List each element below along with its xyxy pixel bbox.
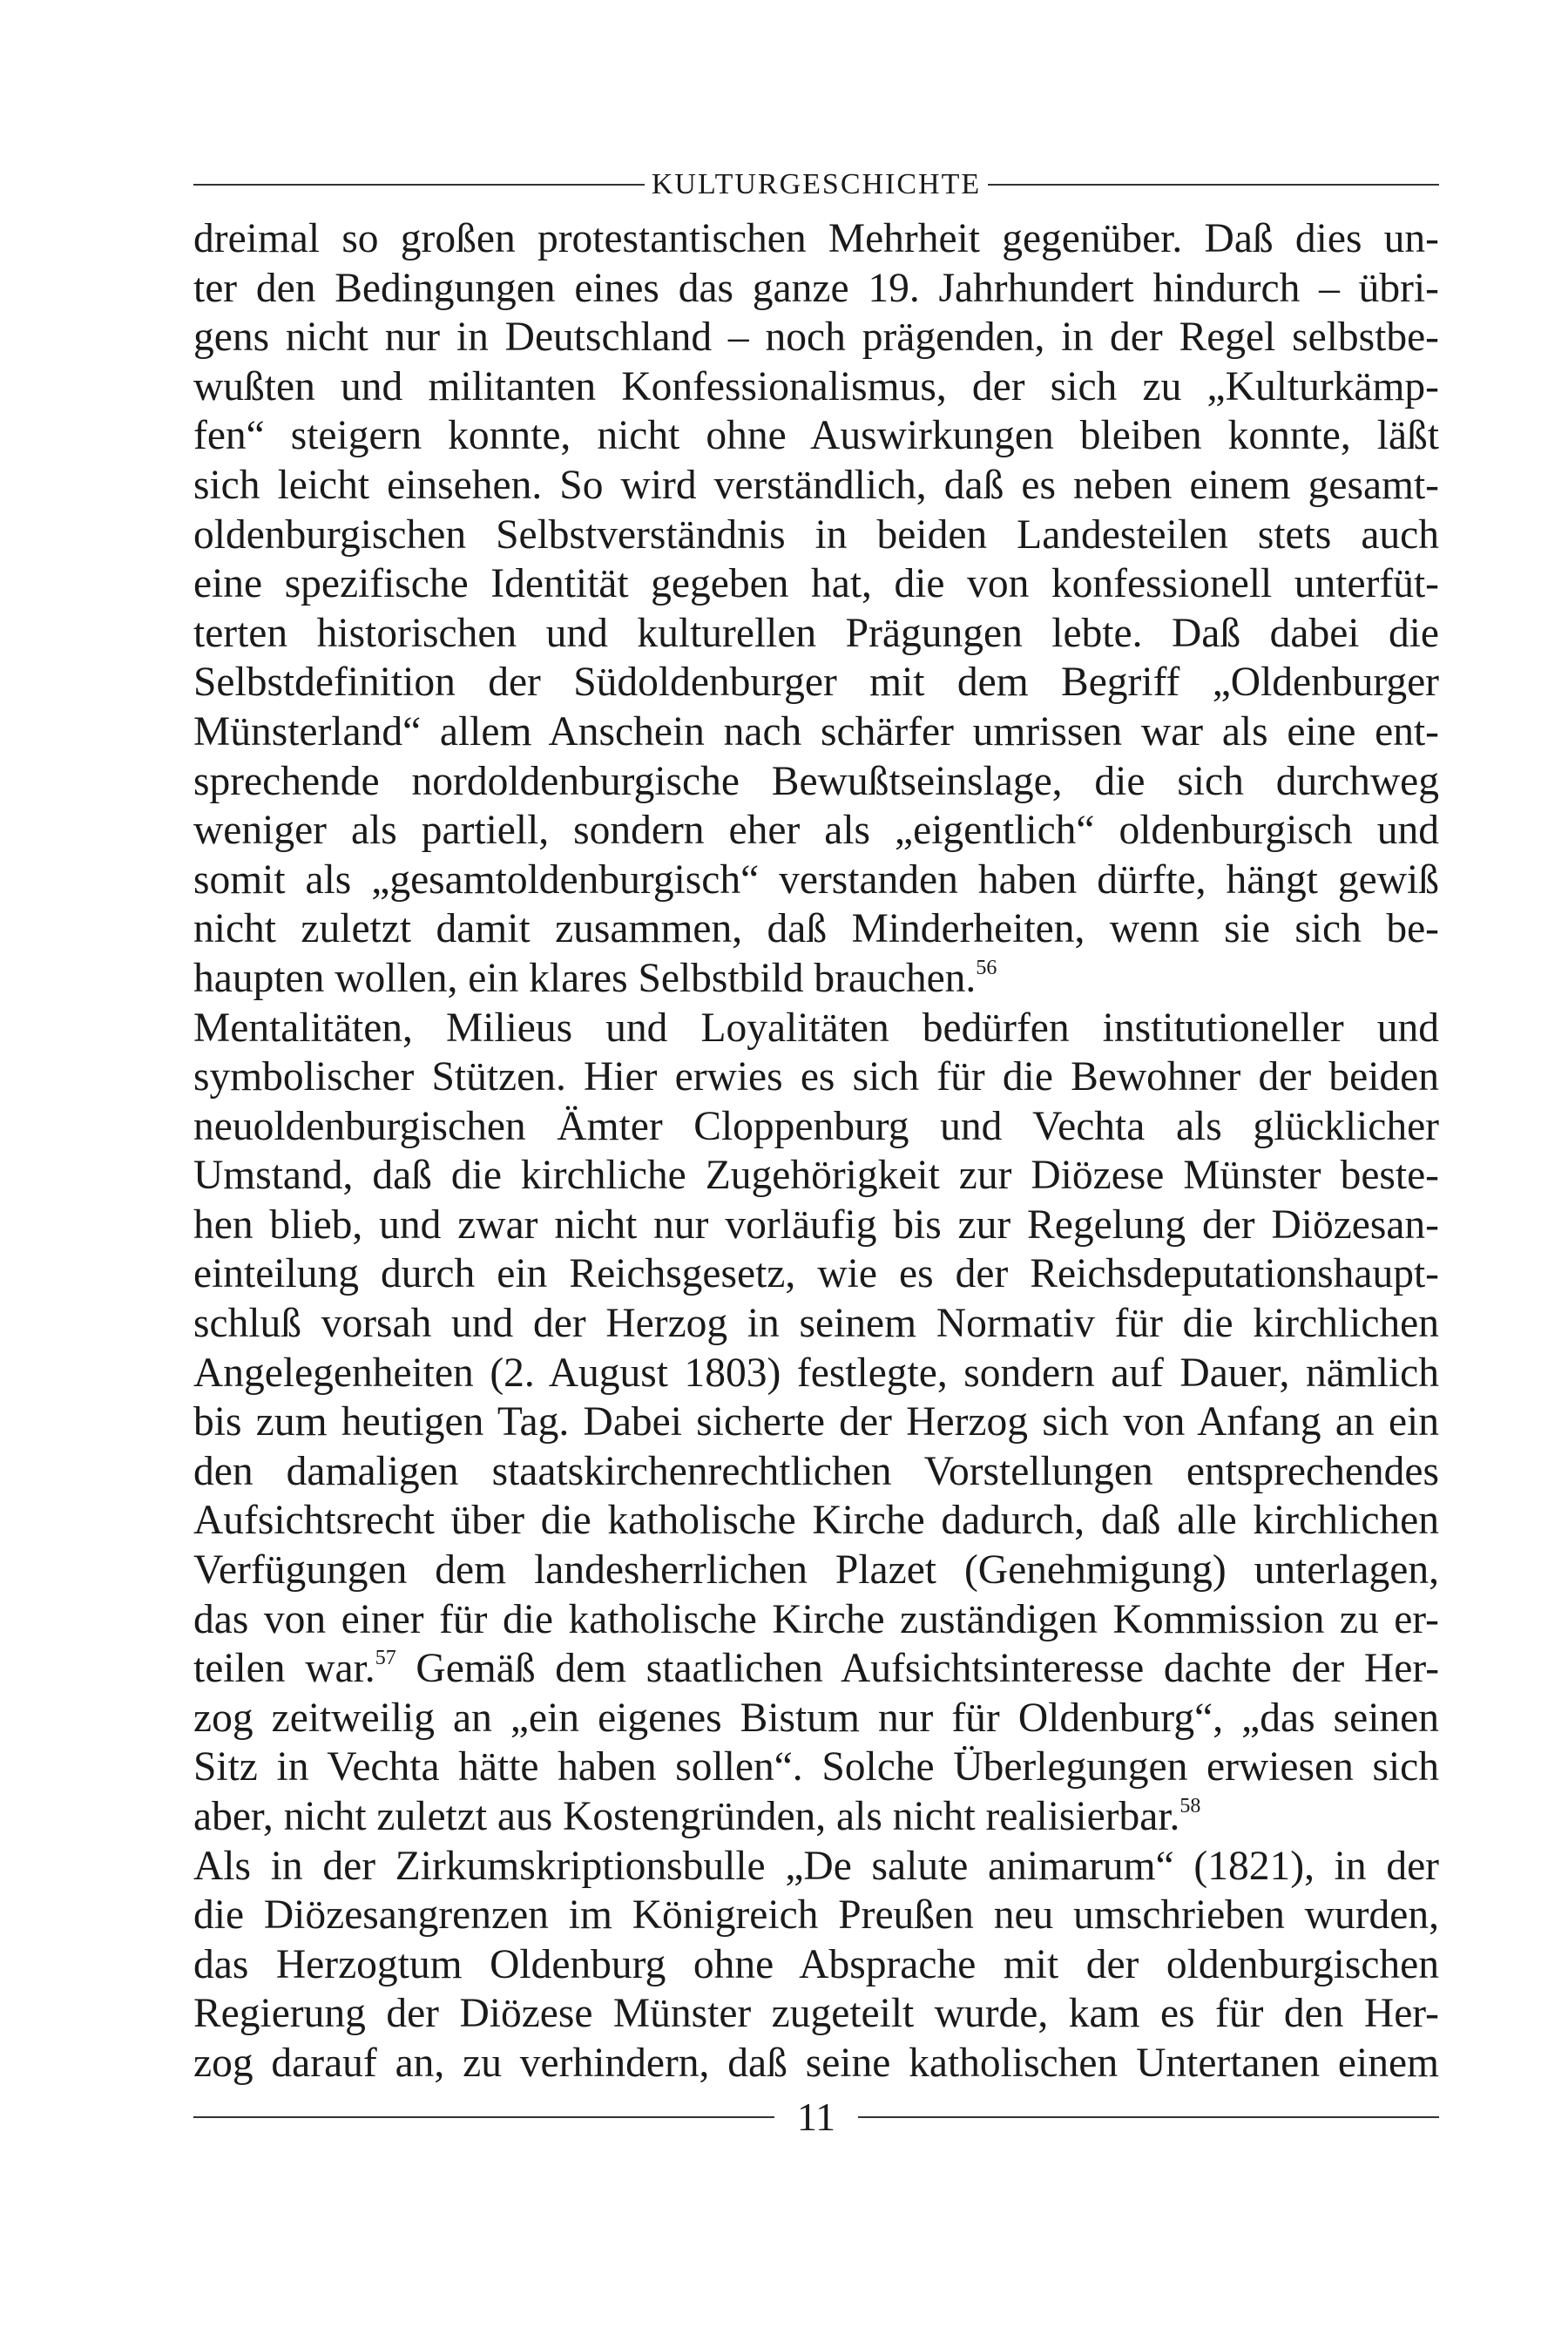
section-title: KULTURGESCHICHTE xyxy=(651,168,982,200)
text-line xyxy=(193,461,1439,511)
text-line xyxy=(193,1940,1439,1990)
text-line-content: gens nicht nur in Deutschland – noch prägenden, in der Regel selbstbe- xyxy=(193,315,1439,361)
text-line xyxy=(193,1201,1439,1250)
text-line xyxy=(193,1398,1439,1447)
text-line xyxy=(193,1349,1439,1398)
text-line-content: Münsterland“ allem Anschein nach schärfer umrissen war als eine ent- xyxy=(193,708,1439,755)
text-line-content: aber, nicht zuletzt aus Kostengründen, als nicht realisierbar. xyxy=(193,1794,1180,1839)
text-line-content: Aufsichtsrecht über die katholische Kirche dadurch, daß alle kirchlichen xyxy=(193,1498,1439,1544)
text-line-content: das von einer für die katholische Kirche zuständigen Kommission zu er- xyxy=(193,1596,1439,1642)
text-line xyxy=(193,214,1439,264)
text-line-content: somit als „gesamtoldenburgisch“ verstanden haben dürfte, hängt gewiß xyxy=(193,856,1439,903)
text-line-content: einteilung durch ein Reichsgesetz, wie es der Reichsdeputationshaupt- xyxy=(193,1251,1439,1297)
text-line xyxy=(193,1052,1439,1102)
text-line xyxy=(193,1743,1439,1792)
text-line xyxy=(193,1004,1439,1053)
text-line-content: den damaligen staatskirchenrechtlichen Vorstellungen entsprechendes xyxy=(193,1448,1439,1494)
text-line xyxy=(193,1102,1439,1152)
text-line xyxy=(193,1496,1439,1546)
text-line-content: zog zeitweilig an „ein eigenes Bistum nur für Oldenburg“, „das seinen xyxy=(193,1695,1439,1741)
text-line xyxy=(193,707,1439,757)
text-line xyxy=(193,1546,1439,1595)
text-line xyxy=(193,1891,1439,1940)
text-line xyxy=(193,1299,1439,1349)
text-line-content: Regierung der Diözese Münster zugeteilt wurde, kam es für den Her- xyxy=(193,1991,1439,2037)
page-number: 11 xyxy=(796,2095,836,2139)
footer-rule-left xyxy=(193,2116,774,2118)
header-rule-left xyxy=(193,184,645,186)
footer-rule-right xyxy=(858,2116,1439,2118)
text-line-content: Verfügungen dem landesherrlichen Plazet (Genehmigung) unterlagen, xyxy=(193,1547,1439,1594)
text-line xyxy=(193,1249,1439,1299)
text-line-content: ter den Bedingungen eines das ganze 19. Jahrhundert hindurch – übri- xyxy=(193,265,1439,311)
text-line xyxy=(193,1989,1439,2039)
text-line xyxy=(193,1842,1439,1892)
footnote-marker: 58 xyxy=(1179,1795,1201,1817)
text-line-content: schluß vorsah und der Herzog in seinem Normativ für die kirchlichen xyxy=(193,1301,1439,1347)
text-line xyxy=(193,904,1439,954)
text-line-content: Angelegenheiten (2. August 1803) festlegte, sondern auf Dauer, nämlich xyxy=(193,1350,1439,1396)
text-line-content: weniger als partiell, sondern eher als „eigentlich“ oldenburgisch und xyxy=(193,808,1439,854)
text-line-content: hen blieb, und zwar nicht nur vorläufig bis zur Regelung der Diözesan- xyxy=(193,1201,1439,1248)
text-line-content: die Diözesangrenzen im Königreich Preußen neu umschrieben wurden, xyxy=(193,1892,1439,1939)
footnote-marker: 56 xyxy=(976,956,997,979)
text-line-content: fen“ steigern konnte, nicht ohne Auswirkungen bleiben konnte, läßt xyxy=(193,413,1439,459)
text-line xyxy=(193,313,1439,362)
text-line xyxy=(193,1595,1439,1645)
text-line xyxy=(193,2039,1439,2088)
text-line xyxy=(193,1792,1439,1842)
running-footer xyxy=(193,2091,1439,2143)
text-line xyxy=(193,559,1439,609)
text-line xyxy=(193,658,1439,707)
running-header xyxy=(193,162,1439,207)
text-line-content: Als in der Zirkumskriptionsbulle „De salute animarum“ (1821), in der xyxy=(193,1843,1439,1889)
text-line-content: sich leicht einsehen. So wird verständlich, daß es neben einem gesamt- xyxy=(193,462,1439,508)
text-line xyxy=(193,856,1439,905)
header-rule-right xyxy=(988,184,1439,186)
text-line-content: sprechende nordoldenburgische Bewußtseinslage, die sich durchweg xyxy=(193,758,1439,804)
text-line xyxy=(193,954,1439,1004)
text-line-content: Selbstdefinition der Südoldenburger mit dem Begriff „Oldenburger xyxy=(193,660,1439,706)
text-line-content: dreimal so großen protestantischen Mehrheit gegenüber. Daß dies un- xyxy=(193,216,1439,261)
text-line-content: Mentalitäten, Milieus und Loyalitäten bedürfen institutioneller und xyxy=(193,1005,1439,1051)
text-line-content: zog darauf an, zu verhindern, daß seine katholischen Untertanen einem xyxy=(193,2040,1439,2086)
text-line xyxy=(193,806,1439,856)
body-text xyxy=(193,214,1439,2088)
text-line-continuation: Gemäß dem staatlichen Aufsichtsinteresse dachte der Her- xyxy=(395,1646,1440,1692)
text-line-content: oldenburgischen Selbstverständnis in beiden Landesteilen stets auch xyxy=(193,511,1439,558)
text-line xyxy=(193,1151,1439,1201)
text-line-content: neuoldenburgischen Ämter Cloppenburg und Vechta als glücklicher xyxy=(193,1103,1439,1149)
text-line-content: wußten und militanten Konfessionalismus, der sich zu „Kulturkämp- xyxy=(193,363,1439,409)
text-line xyxy=(193,1447,1439,1497)
text-line-content: bis zum heutigen Tag. Dabei sicherte der Herzog sich von Anfang an ein xyxy=(193,1399,1439,1445)
text-line-content: nicht zuletzt damit zusammen, daß Minderheiten, wenn sie sich be- xyxy=(193,906,1439,952)
text-line xyxy=(193,609,1439,659)
text-line-content: terten historischen und kulturellen Prägungen lebte. Daß dabei die xyxy=(193,610,1439,656)
text-line-content: haupten wollen, ein klares Selbstbild brauchen. xyxy=(193,955,977,1001)
text-line-content: eine spezifische Identität gegeben hat, die von konfessionell unterfüt- xyxy=(193,561,1439,607)
text-line-content: symbolischer Stützen. Hier erwies es sich für die Bewohner der beiden xyxy=(193,1054,1439,1100)
text-line xyxy=(193,511,1439,560)
text-line xyxy=(193,1694,1439,1743)
text-line-content: das Herzogtum Oldenburg ohne Absprache mit der oldenburgischen xyxy=(193,1941,1439,1987)
text-line xyxy=(193,362,1439,412)
footnote-marker: 57 xyxy=(375,1647,396,1670)
text-line-content: Umstand, daß die kirchliche Zugehörigkeit zur Diözese Münster beste- xyxy=(193,1153,1439,1199)
text-line-content: teilen war. xyxy=(193,1646,375,1692)
text-line xyxy=(193,264,1439,314)
text-line xyxy=(193,1644,1439,1694)
text-line xyxy=(193,757,1439,807)
text-line-content: Sitz in Vechta hätte haben sollen“. Solche Überlegungen erwiesen sich xyxy=(193,1744,1439,1790)
text-line xyxy=(193,411,1439,461)
